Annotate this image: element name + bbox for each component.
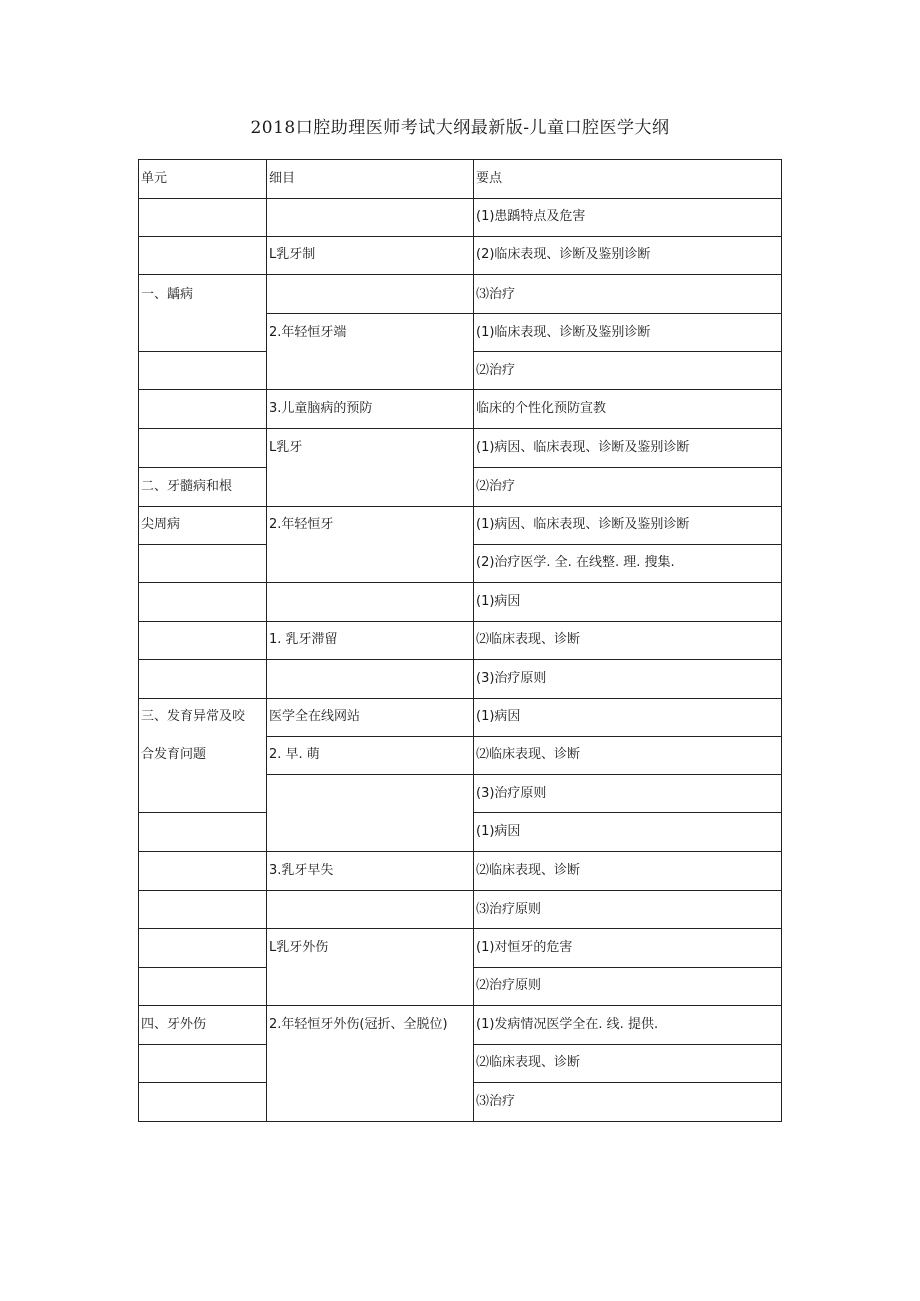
point-cell: ⑶治疗	[476, 287, 516, 302]
header-detail: 细目	[269, 171, 296, 186]
point-cell: (3)治疗原则	[476, 671, 547, 686]
point-cell: ⑵临床表现、诊断	[476, 1055, 581, 1070]
point-cell: ⑵临床表现、诊断	[476, 747, 581, 762]
detail-cell: 医学全在线网站	[269, 709, 361, 724]
point-cell: (1)病因	[476, 824, 521, 839]
point-cell: ⑶治疗原则	[476, 902, 542, 917]
point-cell: (1)病因	[476, 709, 521, 724]
point-cell: (1)对恒牙的危害	[476, 940, 573, 955]
point-cell: (1)发病情况医学全在. 线. 提供.	[476, 1017, 659, 1032]
unit-cell: 三、发育异常及咬	[141, 709, 246, 724]
point-cell: (1)病因	[476, 594, 521, 609]
detail-cell: 2.年轻恒牙外伤(冠折、全脱位)	[269, 1017, 448, 1032]
unit-cell: 二、牙髓病和根	[141, 479, 233, 494]
point-cell: (2)治疗医学. 全. 在线整. 理. 搜集.	[476, 555, 675, 570]
point-cell: (1)临床表现、诊断及鉴别诊断	[476, 325, 651, 340]
unit-cell: 四、牙外伤	[141, 1017, 207, 1032]
unit-cell: 合发育问题	[141, 747, 207, 762]
page-title: 2018口腔助理医师考试大纲最新版-儿童口腔医学大纲	[250, 118, 670, 138]
header-points: 要点	[476, 171, 503, 186]
point-cell: (2)临床表现、诊断及鉴别诊断	[476, 247, 651, 262]
detail-cell: L乳牙外伤	[269, 940, 329, 955]
detail-cell: 2. 早. 萌	[269, 747, 320, 762]
detail-cell: L乳牙	[269, 440, 303, 455]
point-cell: (1)病因、临床表现、诊断及鉴别诊断	[476, 440, 690, 455]
point-cell: ⑵临床表现、诊断	[476, 632, 581, 647]
detail-cell: 3.乳牙早失	[269, 863, 334, 878]
point-cell: (1)患踽特点及危害	[476, 209, 586, 224]
point-cell: ⑵治疗	[476, 479, 516, 494]
detail-cell: 2.年轻恒牙端	[269, 325, 347, 340]
point-cell: 临床的个性化预防宣教	[476, 401, 607, 416]
point-cell: (3)治疗原则	[476, 786, 547, 801]
point-cell: ⑵治疗	[476, 363, 516, 378]
point-cell: ⑶治疗	[476, 1094, 516, 1109]
detail-cell: 3.儿童脑病的预防	[269, 401, 373, 416]
detail-cell: 1. 乳牙滞留	[269, 632, 338, 647]
unit-cell: 一、龋病	[141, 287, 194, 302]
point-cell: (1)病因、临床表现、诊断及鉴别诊断	[476, 517, 690, 532]
point-cell: ⑵临床表现、诊断	[476, 863, 581, 878]
point-cell: ⑵治疗原则	[476, 978, 542, 993]
detail-cell: L乳牙制	[269, 247, 316, 262]
detail-cell: 2.年轻恒牙	[269, 517, 334, 532]
header-unit: 单元	[141, 171, 168, 186]
unit-cell: 尖周病	[141, 517, 181, 532]
